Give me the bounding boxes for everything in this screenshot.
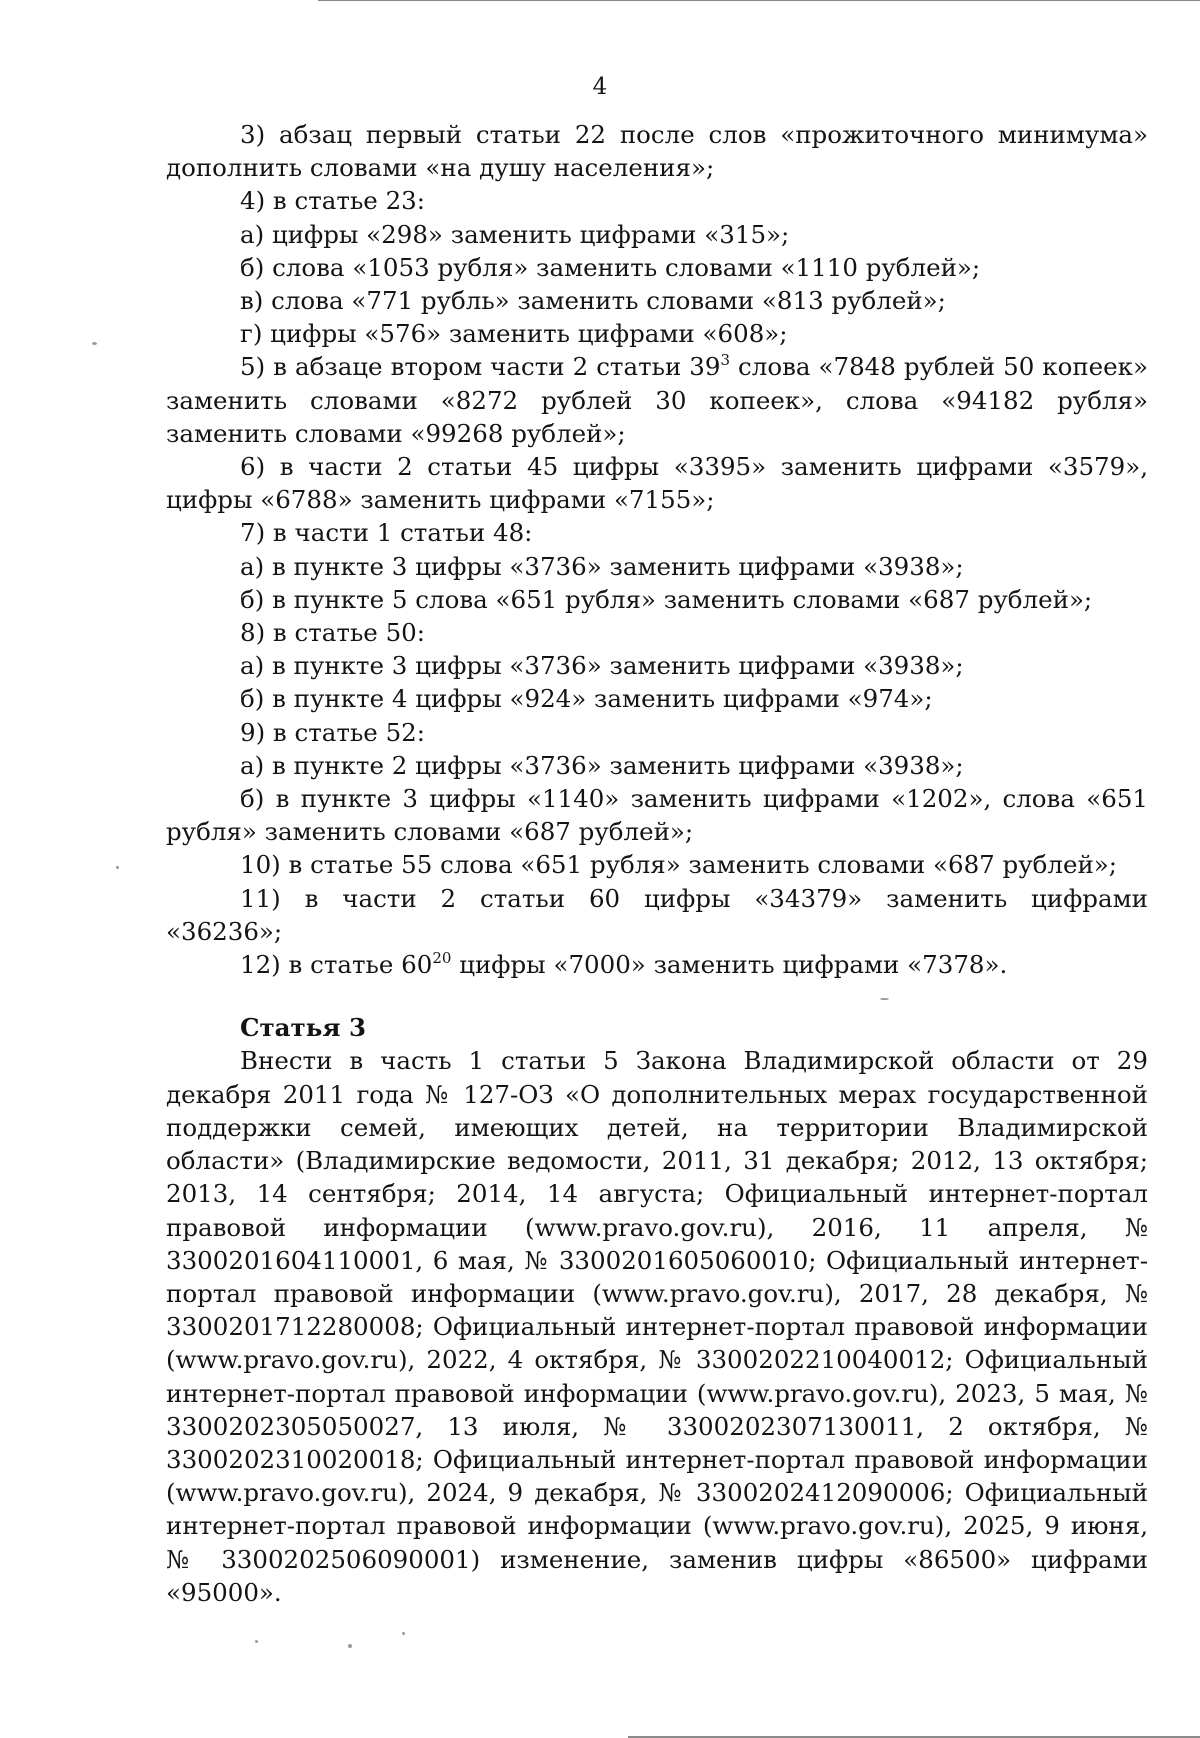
scan-edge-line-top [318,0,1200,1]
amendment-item: г) цифры «576» заменить цифрами «608»; [240,319,788,349]
amendment-item: в) слова «771 рубль» заменить словами «813 рублей»; [240,286,946,316]
scan-speck [92,342,97,345]
scan-speck [402,1632,405,1635]
amendment-item: б) в пункте 4 цифры «924» заменить цифрами «974»; [240,684,933,714]
amendment-item: а) в пункте 2 цифры «3736» заменить цифрами «3938»; [240,750,964,780]
amendment-item: 3) абзац первый статьи 22 после слов «прожиточного минимума» дополнить словами «на душу населения»; [166,120,1148,183]
amendment-item: 4) в статье 23: [240,186,426,216]
amendment-item: б) в пункте 5 слова «651 рубля» заменить словами «687 рублей»; [240,584,1093,614]
amendment-text: 12) в статье 60 [240,950,433,980]
amendment-item: 7) в части 1 статьи 48: [240,518,533,548]
amendment-item [166,948,1148,981]
amendment-item: 10) в статье 55 слова «651 рубля» заменить словами «687 рублей»; [240,850,1118,880]
document-body [166,118,1148,1609]
page-number: 4 [592,74,608,100]
amendment-item: а) в пункте 3 цифры «3736» заменить цифрами «3938»; [240,551,964,581]
amendment-item: 9) в статье 52: [240,717,426,747]
amendment-item: а) цифры «298» заменить цифрами «315»; [240,219,790,249]
amendment-text: цифры «7000» заменить цифрами «7378». [451,950,1008,980]
scan-speck [255,1640,258,1643]
amendment-item: 8) в статье 50: [240,618,426,648]
amendment-item-continuation: «36236»; [166,916,283,946]
article-heading: Статья 3 [240,1013,367,1043]
amendment-item: 11) в части 2 статьи 60 цифры «34379» заменить цифрами [240,883,1148,913]
amendment-item: 6) в части 2 статьи 45 цифры «3395» заменить цифрами «3579», цифры «6788» заменить цифрами «7155»; [166,452,1148,515]
article-superscript: 3 [720,351,731,370]
amendment-item [166,350,1148,450]
amendment-text: 5) в абзаце втором части 2 статьи 39 [240,352,721,382]
amendment-item: б) в пункте 3 цифры «1140» заменить цифрами «1202», слова «651 рубля» заменить словами «687 рублей»; [166,784,1148,847]
article-superscript: 20 [432,949,452,968]
amendment-item: б) слова «1053 рубля» заменить словами «1110 рублей»; [240,252,981,282]
scan-speck [348,1644,352,1648]
scan-speck [116,866,119,869]
amendment-text: слова «7848 рублей 50 копеек» заменить словами «8272 рублей 30 копеек», слова «94182 рубля» заменить словами «99268 рублей»; [166,352,1148,448]
article-paragraph: Внести в часть 1 статьи 5 Закона Владимирской области от 29 декабря 2011 года № 127-ОЗ «О дополнительных мерах государственной поддержки семей, имеющих детей, на территории Владимирской области» (Владимирские ведомости, 2011, 31 декабря; 2012, 13 октября; 2013, 14 сентября; 2014, 14 августа; Официальный интернет-портал правовой информации (www.pravo.gov.ru), 2016, 11 апреля, № 3300201604110001, 6 мая, № 3300201605060010; Официальный интернет-портал правовой информации (www.pravo.gov.ru), 2017, 28 декабря, № 3300201712280008; Официальный интернет-портал правовой информации (www.pravo.gov.ru), 2022, 4 октября, № 3300202210040012; Официальный интернет-портал правовой информации (www.pravo.gov.ru), 2023, 5 мая, № 3300202305050027, 13 июля, № 3300202307130011, 2 октября, № 3300202310020018; Официальный интернет-портал правовой информации (www.pravo.gov.ru), 2024, 9 декабря, № 3300202412090006; Официальный интернет-портал правовой информации (www.pravo.gov.ru), 2025, 9 июня, № 3300202506090001) изменение, заменив цифры «86500» цифрами «95000». [166,1046,1148,1607]
amendment-item: а) в пункте 3 цифры «3736» заменить цифрами «3938»; [240,651,964,681]
